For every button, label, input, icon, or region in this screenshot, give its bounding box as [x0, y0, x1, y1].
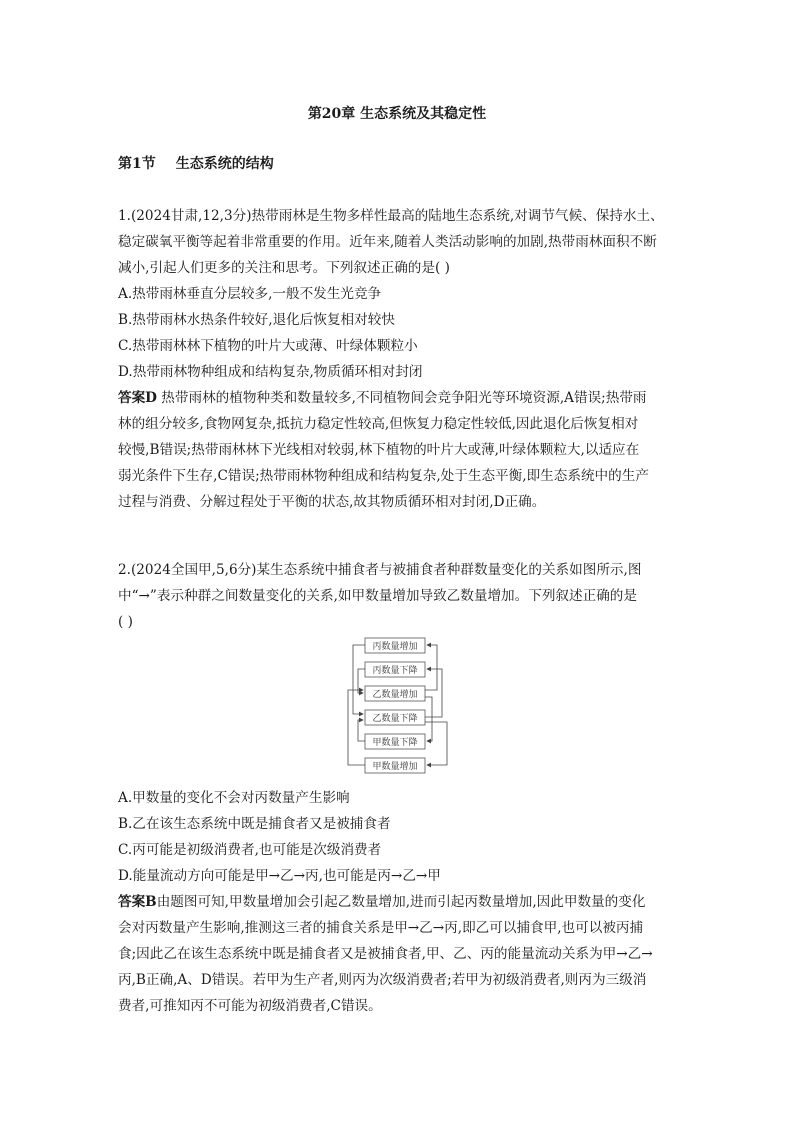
- question-2-option-c: C.丙可能是初级消费者,也可能是次级消费者: [118, 842, 382, 858]
- question-1-answer-line: [118, 385, 678, 411]
- diagram-box-label: 乙数量下降: [372, 714, 418, 724]
- question-2-answer-text: 由题图可知,甲数量增加会引起乙数量增加,进而引起丙数量增加,因此甲数量的变化: [156, 894, 646, 910]
- question-1-option-c: C.热带雨林林下植物的叶片大或薄、叶绿体颗粒小: [118, 338, 418, 354]
- question-1-stem-line: 减小,引起人们更多的关注和思考。下列叙述正确的是( ): [118, 260, 450, 276]
- question-2-answer-line: 丙,B正确,A、D错误。若甲为生产者,则丙为次级消费者;若甲为初级消费者,则丙为三级消: [118, 972, 647, 988]
- question-2-stem-line: 2.(2024全国甲,5,6分)某生态系统中捕食者与被捕食者种群数量变化的关系如图所示,图: [118, 562, 642, 578]
- population-relation-diagram: [345, 636, 450, 776]
- section-title: 生态系统的结构: [175, 156, 274, 172]
- question-2-answer-label: 答案B: [118, 894, 157, 910]
- question-2-stem-line: 中“→”表示种群之间数量变化的关系,如甲数量增加导致乙数量增加。下列叙述正确的是: [118, 588, 637, 604]
- diagram-arrow: [425, 669, 442, 717]
- question-2-option-d: D.能量流动方向可能是甲→乙→丙,也可能是丙→乙→甲: [118, 868, 441, 884]
- section-heading: [118, 153, 274, 173]
- question-1-stem-line: 1.(2024甘肃,12,3分)热带雨林是生物多样性最高的陆地生态系统,对调节气候、保持水土、: [118, 208, 664, 224]
- question-1-answer-line: 林的组分较多,食物网复杂,抵抗力稳定性较高,但恢复力稳定性较低,因此退化后恢复相对: [118, 416, 639, 432]
- question-2-answer-line: 食;因此乙在该生态系统中既是捕食者又是被捕食者,甲、乙、丙的能量流动关系为甲→乙→: [118, 946, 653, 962]
- diagram-arrow: [358, 720, 365, 741]
- question-1-answer-line: 弱光条件下生存,C错误;热带雨林物种组成和结构复杂,处于生态平衡,即生态系统中的生产: [118, 468, 649, 484]
- question-1-option-d: D.热带雨林物种组成和结构复杂,物质循环相对封闭: [118, 364, 423, 380]
- diagram-arrow: [425, 645, 437, 690]
- question-2-answer-line: [118, 889, 678, 915]
- chapter-title: 第20章 生态系统及其稳定性: [307, 106, 487, 122]
- question-1: [118, 203, 678, 515]
- diagram-arrow: [353, 645, 365, 714]
- question-1-option-b: B.热带雨林水热条件较好,退化后恢复相对较快: [118, 312, 395, 328]
- diagram-arrow: [425, 697, 432, 741]
- question-2-stem-line: ( ): [118, 614, 133, 630]
- question-1-answer-label: 答案D: [118, 390, 157, 406]
- question-1-stem-line: 稳定碳氧平衡等起着非常重要的作用。近年来,随着人类活动影响的加剧,热带雨林面积不断: [118, 234, 657, 250]
- diagram-box-label: 丙数量下降: [372, 666, 418, 676]
- question-1-answer-line: 过程与消费、分解过程处于平衡的状态,故其物质循环相对封闭,D正确。: [118, 494, 546, 510]
- diagram-arrow: [358, 669, 365, 693]
- question-2-option-b: B.乙在该生态系统中既是捕食者又是被捕食者: [118, 816, 391, 832]
- question-2-stem: [118, 557, 678, 635]
- diagram-box-label: 丙数量增加: [372, 642, 418, 652]
- diagram-arrow: [348, 690, 365, 765]
- question-1-answer-text: 热带雨林的植物种类和数量较多,不同植物间会竞争阳光等环境资源,A错误;热带雨: [156, 390, 647, 406]
- question-2-answer-line: 会对丙数量产生影响,推测这三者的捕食关系是甲→乙→丙,即乙可以捕食甲,也可以被丙捕: [118, 920, 644, 936]
- question-2: [118, 785, 678, 1019]
- question-2-answer-line: 费者,可推知丙不可能为初级消费者,C错误。: [118, 998, 382, 1014]
- diagram-box-label: 乙数量增加: [372, 690, 418, 700]
- diagram-svg: [345, 636, 450, 776]
- question-1-answer-line: 较慢,B错误;热带雨林林下光线相对较弱,林下植物的叶片大或薄,叶绿体颗粒大,以适应在: [118, 442, 640, 458]
- question-2-option-a: A.甲数量的变化不会对丙数量产生影响: [118, 790, 350, 806]
- diagram-box-label: 甲数量下降: [372, 738, 418, 748]
- diagram-arrow: [425, 722, 447, 765]
- diagram-box-label: 甲数量增加: [372, 762, 418, 772]
- section-number: 第1节: [118, 156, 156, 172]
- question-1-option-a: A.热带雨林垂直分层较多,一般不发生光竞争: [118, 286, 382, 302]
